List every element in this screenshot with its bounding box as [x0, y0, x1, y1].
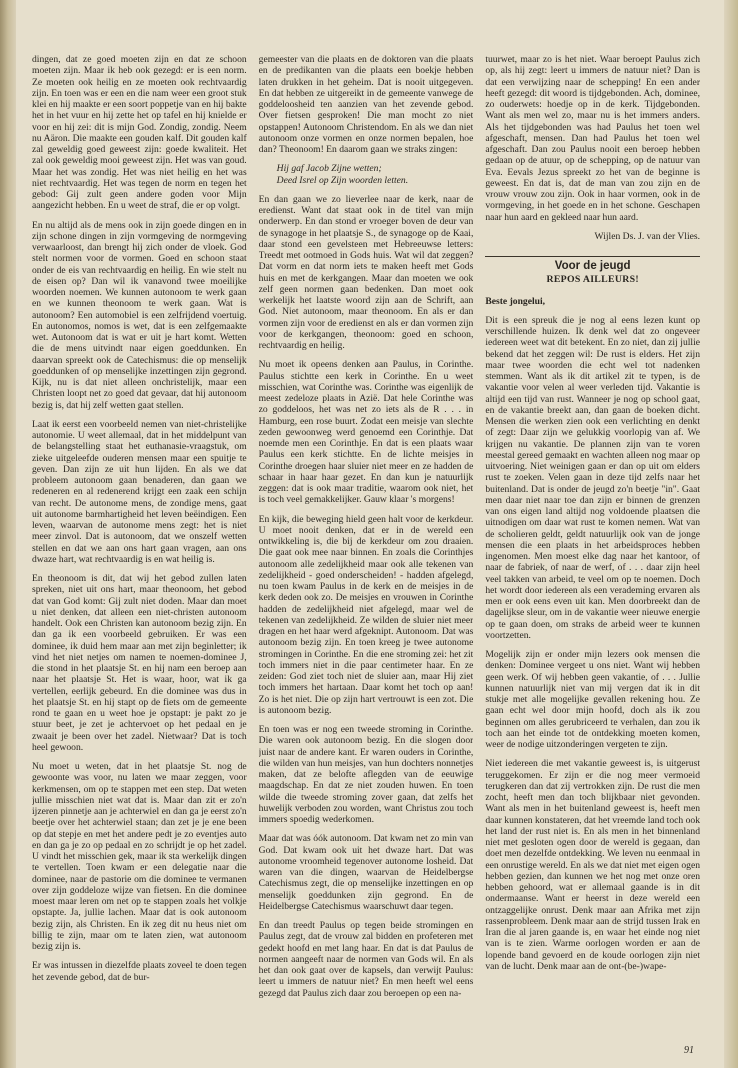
page-binding-edge: [0, 0, 16, 1068]
paragraph: Maar dat was óók autonoom. Dat kwam net zo min van God. Dat kwam ook uit het dwaze hart. Dat was autonome vroomheid tegenover autonome losheid. Dat waren van die dingen, waarvan de Heidelbergse Catechismus zegt, die op menselijke inzettingen en op menselijk goeddunken zijn gegrond. En de Heidelbergse Catechismus waarschuwt daar tegen.: [258, 833, 474, 912]
paragraph: En nu altijd als de mens ook in zijn goede dingen en in zijn schone dingen in zijn vormgeving de normgeving verwaarloost, dan brengt hij zich onder de vloek. God stelt normen voor de vormen. Goed en schoon staat onder de eis van rechtvaardig en heilig. En wie stelt nu de eisen op? Dan wil ik vanavond twee moeilijke woorden noemen. We kunnen autonoom te werk gaan en we kunnen theonoom te werk gaan. Wat is autonoom? Een automobiel is een zelfrijdend voertuig. En autonomos, nomos is wet, dat is een zelfgemaakte wet. Autonoom dat is wat er uit je hart komt. Wetten die de mens uitvindt naar eigen goeddunken. En daarvan spreekt ook de Catechismus: die op menselijk goeddunken of op menselijke inzettingen zijn gegrond. Kijk, nu is dat niet alleen onchristelijk, maar een Christen loopt net zo goed dat gevaar, dat hij autonoom bezig is, dat hij zelf wetten gaat stellen.: [32, 219, 247, 411]
paragraph: Mogelijk zijn er onder mijn lezers ook mensen die denken: Dominee vergeet u ons niet. Want wij hebben geen werk. Of wij hebben geen vakantie, of . . . Jullie kunnen natuurlijk niet van mij vergen dat ik in dit stukje met alle mogelijke gevallen rekening hou. Ze gaan echt wel door mijn hoofd, doch als ik zou beginnen om alles gerubriceerd te verhalen, dan zou ik toch aan het einde tot de ontdekking moeten komen, weer de nodige uitzonderingen vergeten te zijn.: [485, 649, 701, 750]
paragraph: En toen was er nog een tweede stroming in Corinthe. Die waren ook autonoom bezig. En die slogen door juist naar de andere kant. Er waren ouders in Corinthe, die wilden van hun meisjes, van hun dochters nonnetjes maken, dat ze belofte aflegden van de eeuwige maagdschap. En dat ze niet zouden huwen. En toen wilde die tweede stroming zover gaan, dat zelfs het huwelijk verboden zou worden, want Christus zou toch immers spoedig wederkomen.: [258, 724, 474, 825]
section-divider: [485, 256, 700, 257]
paragraph: En kijk, die beweging hield geen halt voor de kerkdeur. U moet nooit denken, dat er in de wereld een ontwikkeling is, die bij de kerkdeur om zou draaien. Die gaat ook mee naar binnen. En zoals die Corinthjes autonoom alle zedelijkheid maar ook alle tekenen van zedelijkheid - goed onderscheiden! - hadden afgelegd, nu toen kwam Paulus in de kerk en de meisjes in de kerk deden ook zo. De meisjes en vrouwen in Corinthe hadden de zedelijkheid niet afgelegd, maar wel de tekenen van zedelijkheid. Ze wilden de sluier niet meer dragen en het haar werd afgeknipt. Autonoom. Dat was autonoom bezig zijn. En toen kreeg je twee autonome stromingen in Corinthe. En die ene stroming zei: het zit toch immers niet in die paar centimeter haar. En ze zeiden: God ziet toch niet de sluier aan, maar Hij ziet toch immers het hartaan. Daar komt het toch op aan! Zo is het niet. Die op zijn hart vertrouwt is een zot. Die is autonoom bezig.: [258, 513, 474, 716]
paragraph: Er was intussen in diezelfde plaats zoveel te doen tegen het zevende gebod, dat de bur-: [32, 960, 247, 983]
section-subtitle: REPOS AILLEURS!: [546, 274, 639, 286]
salutation: Beste jongelui,: [485, 295, 546, 307]
paragraph: gemeester van die plaats en de doktoren van die plaats en de predikanten van die plaats een boekje hebben laten drukken in het geheim. Dat is nooit uitgegeven. En dat hebben ze uitgereikt in de gemeente vanwege de goddeloosheid ten aanzien van het zevende gebod. Over fietsen gesproken! Die man mocht zo niet opstappen! Autonoom Christendom. En als we dan niet autonoom onze vormen en onze normen bepalen, hoe dan? Theonoom! En daarom gaan we straks zingen:: [258, 54, 474, 155]
paragraph: En dan treedt Paulus op tegen beide stromingen en Paulus zegt, dat de vrouw zal bidden en profeteren met gedekt hoofd en met lang haar. En dat is dat Paulus de normen aangeeft naar de normen van Gods wil. En als het dan ook gaat over de kapsels, dan verwijt Paulus: leert u immers de natuur niet? En men heeft wel eens gezegd dat Paulus zich daar zou beroepen op een na-: [258, 920, 474, 999]
author-signature: Wijlen Ds. J. van der Vlies.: [594, 230, 701, 242]
column-1: [32, 54, 247, 1034]
paragraph: tuurwet, maar zo is het niet. Waar beroept Paulus zich op, als hij zegt: leert u immers de natuur niet? Dan is dat een verwijzing naar de schepping! En een ander heeft gezegd: dit woord is tijdgebonden. Ach, dominee, zo ouderwets: hoedje op in de kerk. Tijdgebonden. Want als men wel zo, maar nu is het immers anders. Als het tijdgebonden was had Paulus het toen wel afgeschaft, mensen. Dan had Paulus het toen wel afgeschaft. Dan zou Paulus nooit een beroep hebben gedaan op de atuur, op de schepping, op de natuur van Eva. Eevals Jezus spreekt zo het van de beginne is geweest. En dat is, dat de man van zou zijn en de vrouw vrouw zou zijn. Ook in haar vormen, ook in de vormgeving, in het goede en in het schone. Geschapen naar hun aard en gekleed naar hun aard.: [485, 54, 701, 223]
column-2: [259, 54, 474, 1034]
paragraph: Niet iedereen die met vakantie geweest is, is uitgerust teruggekomen. Er zijn er die nog meer vermoeid terugkeren dan dat zij vertrokken zijn. De rust die men zocht, heeft men dan toch blijkbaar niet gevonden. Want als men in het buitenland geweest is, heeft men daar kunnen konstateren, dat het vreemde land toch ook het land der rust niet is. En als men in het binnenland niet met gesloten ogen door de wereld is gegaan, dan doet men dezelfde ontdekking. We leven nu eenmaal in een onrustige wereld. En als we dat niet met eigen ogen hebben gezien, dan kunnen we het nog met onze oren hebben gehoord, wat er allemaal gaande is in dit ondermaanse. Want er heerst in deze wereld een ontzaggelijke onrust. Denk maar aan Afrika met zijn rassenprobleem. Denk maar aan de strijd tussen Irak en Iran die al jaren gaande is, en waar het einde nog niet van is te zien. Warme oorlogen worden er aan de lopende band gevoerd en de koude oorlogen zijn niet van de lucht. Denk maar aan de ont-(be-)wape-: [485, 758, 701, 972]
paragraph: Dit is een spreuk die je nog al eens lezen kunt op verschillende huizen. Ik denk wel dat zo ongeveer iedereen weet wat dit betekent. En zo niet, dan zij jullie bekend dat het zeggen wil: De rust is elders. Het zijn maar twee woorden die echt wel tot nadenken stemmen. Want als ik dit artikel zit te typen, is de vakantie voor velen al weer verleden tijd. Vakantie is altijd een tijd van rust. Wanneer je nog op school gaat, en de vakantie breekt aan, dan gaan de boeken dicht. Mensen die werken zien ook een verlichting en denkt of zegt: Daar zijn we gelukkig voorlopig van af. We krijgen nu vakantie. De plannen zijn van te voren meestal gereed gemaakt en wachten alleen nog maar op uitvoering. Niet weinigen gaan er dan op uit om elders rust te zoeken. Velen gaan in deze tijd zelfs naar het buitenland. Dat is onder de jeugd zo'n beetje "in". Gaat men daar niet naar toe dan zijn er binnen de grenzen van ons eigen land altijd nog voldoende plaatsen die uitnodigen om daar wat rust te komen nemen. Wat van de scholieren geldt, geldt natuurlijk ook van de jonge mensen die een plaats in het arbeidsproces hebben ingenomen. Men moest elke dag naar het kantoor, of naar de fabriek, of naar de werf, of . . . daar zijn heel veel takken van arbeid, te veel om op te noemen. Doch het wordt door iedereen als een verademing ervaren als men er ook eens even uit kan. Men doorbreekt dan de dagelijkse sleur, om in de vakantie weer nieuwe energie op te gaan doen, om straks de arbeid weer te kunnen voortzetten.: [485, 314, 701, 641]
page-number: 91: [684, 1045, 694, 1056]
quote-line: Deed Isrel op Zijn woorden letten.: [276, 174, 409, 186]
quote-line: Hij gaf Jacob Zijne wetten;: [276, 163, 382, 175]
section-title: Voor de jeugd: [554, 260, 631, 272]
article-columns: [32, 54, 700, 1034]
page-right-edge: [724, 0, 738, 1068]
psalm-quote: [277, 163, 474, 186]
column-3: [485, 54, 700, 1034]
paragraph: En theonoom is dit, dat wij het gebod zullen laten spreken, niet uit ons hart, maar theonoom, het gebod dat van God komt: Gij zult niet doden. Maar dan moet u niet denken, dat alleen een niet-christen autonoom handelt. Ook een Christen kan autonoom bezig zijn. En dan ga ik een voorbeeld gebruiken. Er was een dominee, ik duid hem maar aan met zijn beginletter; ik vind het niet netjes om namen te noemen-dominee J, die stond in het plaatsje St. en hij nam een beroep aan naar het plaatsje St. Het is waar, hoor, wat ik ga vertellen, eerlijk gebeurd. En die dominee was dus in het plaatsje St. en hij stapt op de fiets om de gemeente rond te gaan en u weet hoe je opstapt: je pakt zo je stuur beet, je zet je achtervoet op het pedaal en je zwaait je been over het zadel. Nietwaar? Dat is toch heel gewoon.: [32, 573, 247, 753]
paragraph: Nu moet ik opeens denken aan Paulus, in Corinthe. Paulus stichtte een kerk in Corinthe. En u weet misschien, wat Corinthe was. Corinthe was eigenlijk de meest zedeloze plaats in Azië. Dat hele Corinthe was zo goddeloos, het was net zo iets als de R . . . in Hamburg, een rose buurt. Zodat een meisje van slechte zeden gewoonweg werd genoemd een Corinthje. Dat noemde men een Corinthje. En dat is een plaats waar Paulus een kerk stichtte. En de lichte meisjes in Corinthe droegen haar sluier niet meer en ze hadden de schaar in haar haar gezet. En dan kun je natuurlijk zeggen: dat is ook maar traditie, waarom ook niet, het is toch veel gemakkelijker. Gauw klaar 's morgens!: [258, 359, 474, 506]
paragraph: Nu moet u weten, dat in het plaatsje St. nog de gewoonte was voor, nu laten we maar zeggen, voor kerkmensen, om op te stappen met een step. Dat weten jullie misschien niet wat dat is. Maar dan zit er zo'n ijzeren pinnetje aan je achterwiel en dan ga je eerst zo'n beetje over het achterwiel staan; dan zet je je ene been op dat stepje en met het andere pedt je zo eventjes auto en dan ga je zo op pedaal en zo schrijdt je op het zadel. U vindt het misschien gek, maar ik sta werkelijk dingen te vertellen. Toen kwam er een delegatie naar die dominee, naar de pastorie om die dominee te vermanen over zijn goddeloze wijze van fietsen. En die dominee moest maar leren om net op te stappen zoals het volkje opstapte. Ja, jullie lachen. Maar dat is ook autonoom bezig zijn, als Christen. En ik zeg dit nu heus niet om billig te zijn, maar om te laten zien, wat autonoom bezig zijn is.: [32, 761, 247, 952]
paragraph: dingen, dat ze goed moeten zijn en dat ze schoon moeten zijn. Maar ik heb ook gezegd: er is een norm. Ze moeten ook heilig en ze moeten ook rechtvaardig zijn. En toen was er een en die nam weer een groot stuk klei en hij maakte er een soort poppetje van en hij bakte het in het vuur en hij zette het op tafel en hij knielde er voor en hij zei: dit is mijn God. Zondig, zondig. Neem nu Aäron. Die maakte een gouden kalf. Dit gouden kalf zal geweldig goed geweest zijn: goede kwaliteit. Het zal ook geweldig mooi geweest zijn. Het was van goud. Maar het was zondig. Het was niet heilig en het was niet rechtvaardig. Het was tegen de norm en tegen het gebod: Gij zult geen andere goden voor Mijn aangezicht hebben. En u weet de straf, die er op volgt.: [32, 54, 247, 212]
paragraph: Laat ik eerst een voorbeeld nemen van niet-christelijke autonomie. U weet allemaal, dat in het middelpunt van de belangstelling staat het euthanasie-vraagstuk, om zieke uitgeleefde ouderen mensen maar een spuitje te geven. Dan zijn ze uit hun lijden. En als we dat probleem autonoom gaan benaderen, dan gaan we redeneren en al redenerend krijgt een zaak een schijn van recht. De autonome mens, de zondige mens, gaat uit autonome barmhartigheid het leven beëindigen. Een leven, waarvan de autonome mens zegt: het is niet meer zinvol. Dat is autonoom, dat we onszelf wetten stellen en dat we aan ons hart gaan vragen, aan ons dwaze hart, wat rechtvaardig is en wat heilig is.: [32, 418, 247, 565]
paragraph: En dan gaan we zo lieverlee naar de kerk, naar de eredienst. Want dat staat ook in de titel van mijn onderwerp. En dan stond er vroeger boven de deur van de synagoge in het plaatsje S., de synagoge op de Kaai, daar stond een gevelsteen met Hebreeuwse letters: Treedt met ootmoed in Gods huis. Wat wil dat zeggen? Dat vorm en dat norm iets te maken heeft met Gods huis en met de kerkgangen. Maar dan moeten we ook zelf geen normen gaan bedenken. Dan moet ook werkelijk het laatste woord zijn aan de Schrift, aan God. Niet autonoom, maar theonoom. En als er dan vormen zijn voor de eredienst en als er dan vormen zijn voor de kerkgangen, theonoom: goed en schoon, rechtvaardig en heilig.: [258, 193, 474, 351]
